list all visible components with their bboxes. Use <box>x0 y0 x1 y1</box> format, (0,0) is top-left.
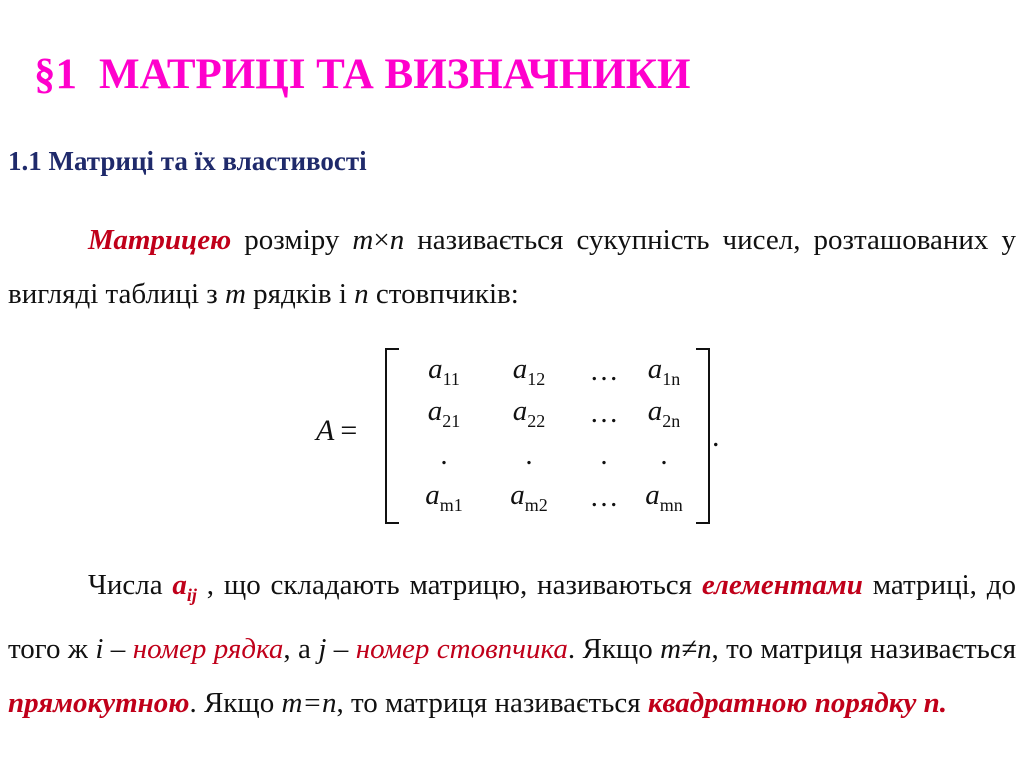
cell-base: a <box>427 394 443 427</box>
var-j: j <box>318 632 327 665</box>
term-column-number: номер стовпчика <box>355 632 568 665</box>
matrix-cell <box>634 353 694 390</box>
para2-text-1: Числа <box>88 569 173 601</box>
cell-subscript: 11 <box>442 368 460 389</box>
aij-base: a <box>172 569 187 601</box>
matrix-period: . <box>712 420 720 453</box>
slide-title <box>34 50 690 99</box>
matrix-cell <box>484 479 574 516</box>
para2-text-2: , що складають матрицю, називаються <box>196 569 702 601</box>
cell-base: … <box>589 354 619 387</box>
matrix-cell <box>404 439 484 472</box>
right-bracket <box>696 348 710 524</box>
cell-base: a <box>428 352 443 385</box>
para1-text-1: розміру <box>231 224 353 256</box>
term-row-number: номер рядка <box>132 632 284 665</box>
cell-subscript: 21 <box>442 410 461 431</box>
matrix-cell <box>634 479 694 516</box>
matrix-cell <box>574 439 634 472</box>
cell-subscript: m1 <box>439 494 463 515</box>
matrix-cell <box>634 395 694 432</box>
matrix-formula <box>316 344 736 529</box>
para1-text-4: стовпчиків: <box>368 278 519 310</box>
cell-subscript: mn <box>659 494 683 515</box>
var-i: i <box>95 632 104 665</box>
cell-subscript: 22 <box>527 410 546 431</box>
matrix-lhs <box>316 414 357 448</box>
para2-text-7: . Якщо <box>567 632 661 665</box>
cond-m-eq-n: m=n <box>281 686 337 719</box>
left-bracket <box>385 348 399 524</box>
cell-base: a <box>647 352 663 385</box>
matrix-grid <box>404 350 694 518</box>
matrix-cell <box>404 479 484 516</box>
cell-base: … <box>589 480 619 513</box>
title-text: МАТРИЦІ ТА ВИЗНАЧНИКИ <box>99 51 691 98</box>
element-aij <box>172 569 197 605</box>
para2-text-5: , а <box>283 632 319 665</box>
elements-paragraph <box>8 558 1016 730</box>
matrix-cell <box>634 439 694 472</box>
cell-base: a <box>510 478 525 511</box>
matrix-cell <box>404 395 484 432</box>
matrix-cell <box>574 481 634 514</box>
para2-text-8: , то матриця називається <box>711 632 1017 665</box>
para1-text-3: рядків і <box>245 278 355 310</box>
term-elements: елементами <box>701 569 863 601</box>
aij-sub: ij <box>186 584 197 605</box>
para1-text-2: називається сукупність чисел, розташованих у вигляді таблиці з <box>8 224 1016 310</box>
cell-subscript: 2n <box>662 410 681 431</box>
term-square-order-n: квадратною порядку n. <box>647 686 948 719</box>
matrix-cell <box>484 353 574 390</box>
cell-base: a <box>512 394 528 427</box>
para2-text-3: матриці, до того ж <box>8 569 1016 665</box>
para2-text-4: – <box>103 632 133 665</box>
cell-base: . <box>525 438 533 471</box>
equals-sign: = <box>340 414 358 447</box>
cell-subscript: 12 <box>527 368 546 389</box>
matrix-cell <box>574 397 634 430</box>
cell-subscript: 1n <box>662 368 681 389</box>
var-n: n <box>354 278 369 310</box>
cell-base: … <box>589 396 619 429</box>
definition-paragraph <box>8 213 1016 321</box>
subsection-heading: 1.1 Матриці та їх властивості <box>8 146 367 176</box>
para2-text-10: , то матриця називається <box>336 686 648 719</box>
dim-m: m <box>352 224 374 256</box>
cell-base: a <box>645 478 660 511</box>
cell-base: . <box>600 438 608 471</box>
matrix-symbol: A <box>316 414 335 447</box>
term-matrix: Матрицею <box>88 224 232 256</box>
matrix-cell <box>484 395 574 432</box>
cell-subscript: m2 <box>524 494 548 515</box>
cond-m-neq-n: m≠n <box>660 632 712 665</box>
section-number: §1 <box>34 51 77 98</box>
cell-base: . <box>660 438 668 471</box>
matrix-cell <box>404 353 484 390</box>
cell-base: a <box>425 478 440 511</box>
cell-base: a <box>512 352 528 385</box>
cell-base: a <box>647 394 663 427</box>
matrix-cell <box>574 355 634 388</box>
dim-n: n <box>389 224 405 256</box>
var-m: m <box>224 278 246 310</box>
matrix-cell <box>484 439 574 472</box>
cell-base: . <box>440 438 448 471</box>
para2-text-9: . Якщо <box>189 686 282 719</box>
para2-text-6: – <box>326 632 356 665</box>
term-rectangular: прямокутною <box>8 686 190 719</box>
dim-times: × <box>373 224 390 256</box>
